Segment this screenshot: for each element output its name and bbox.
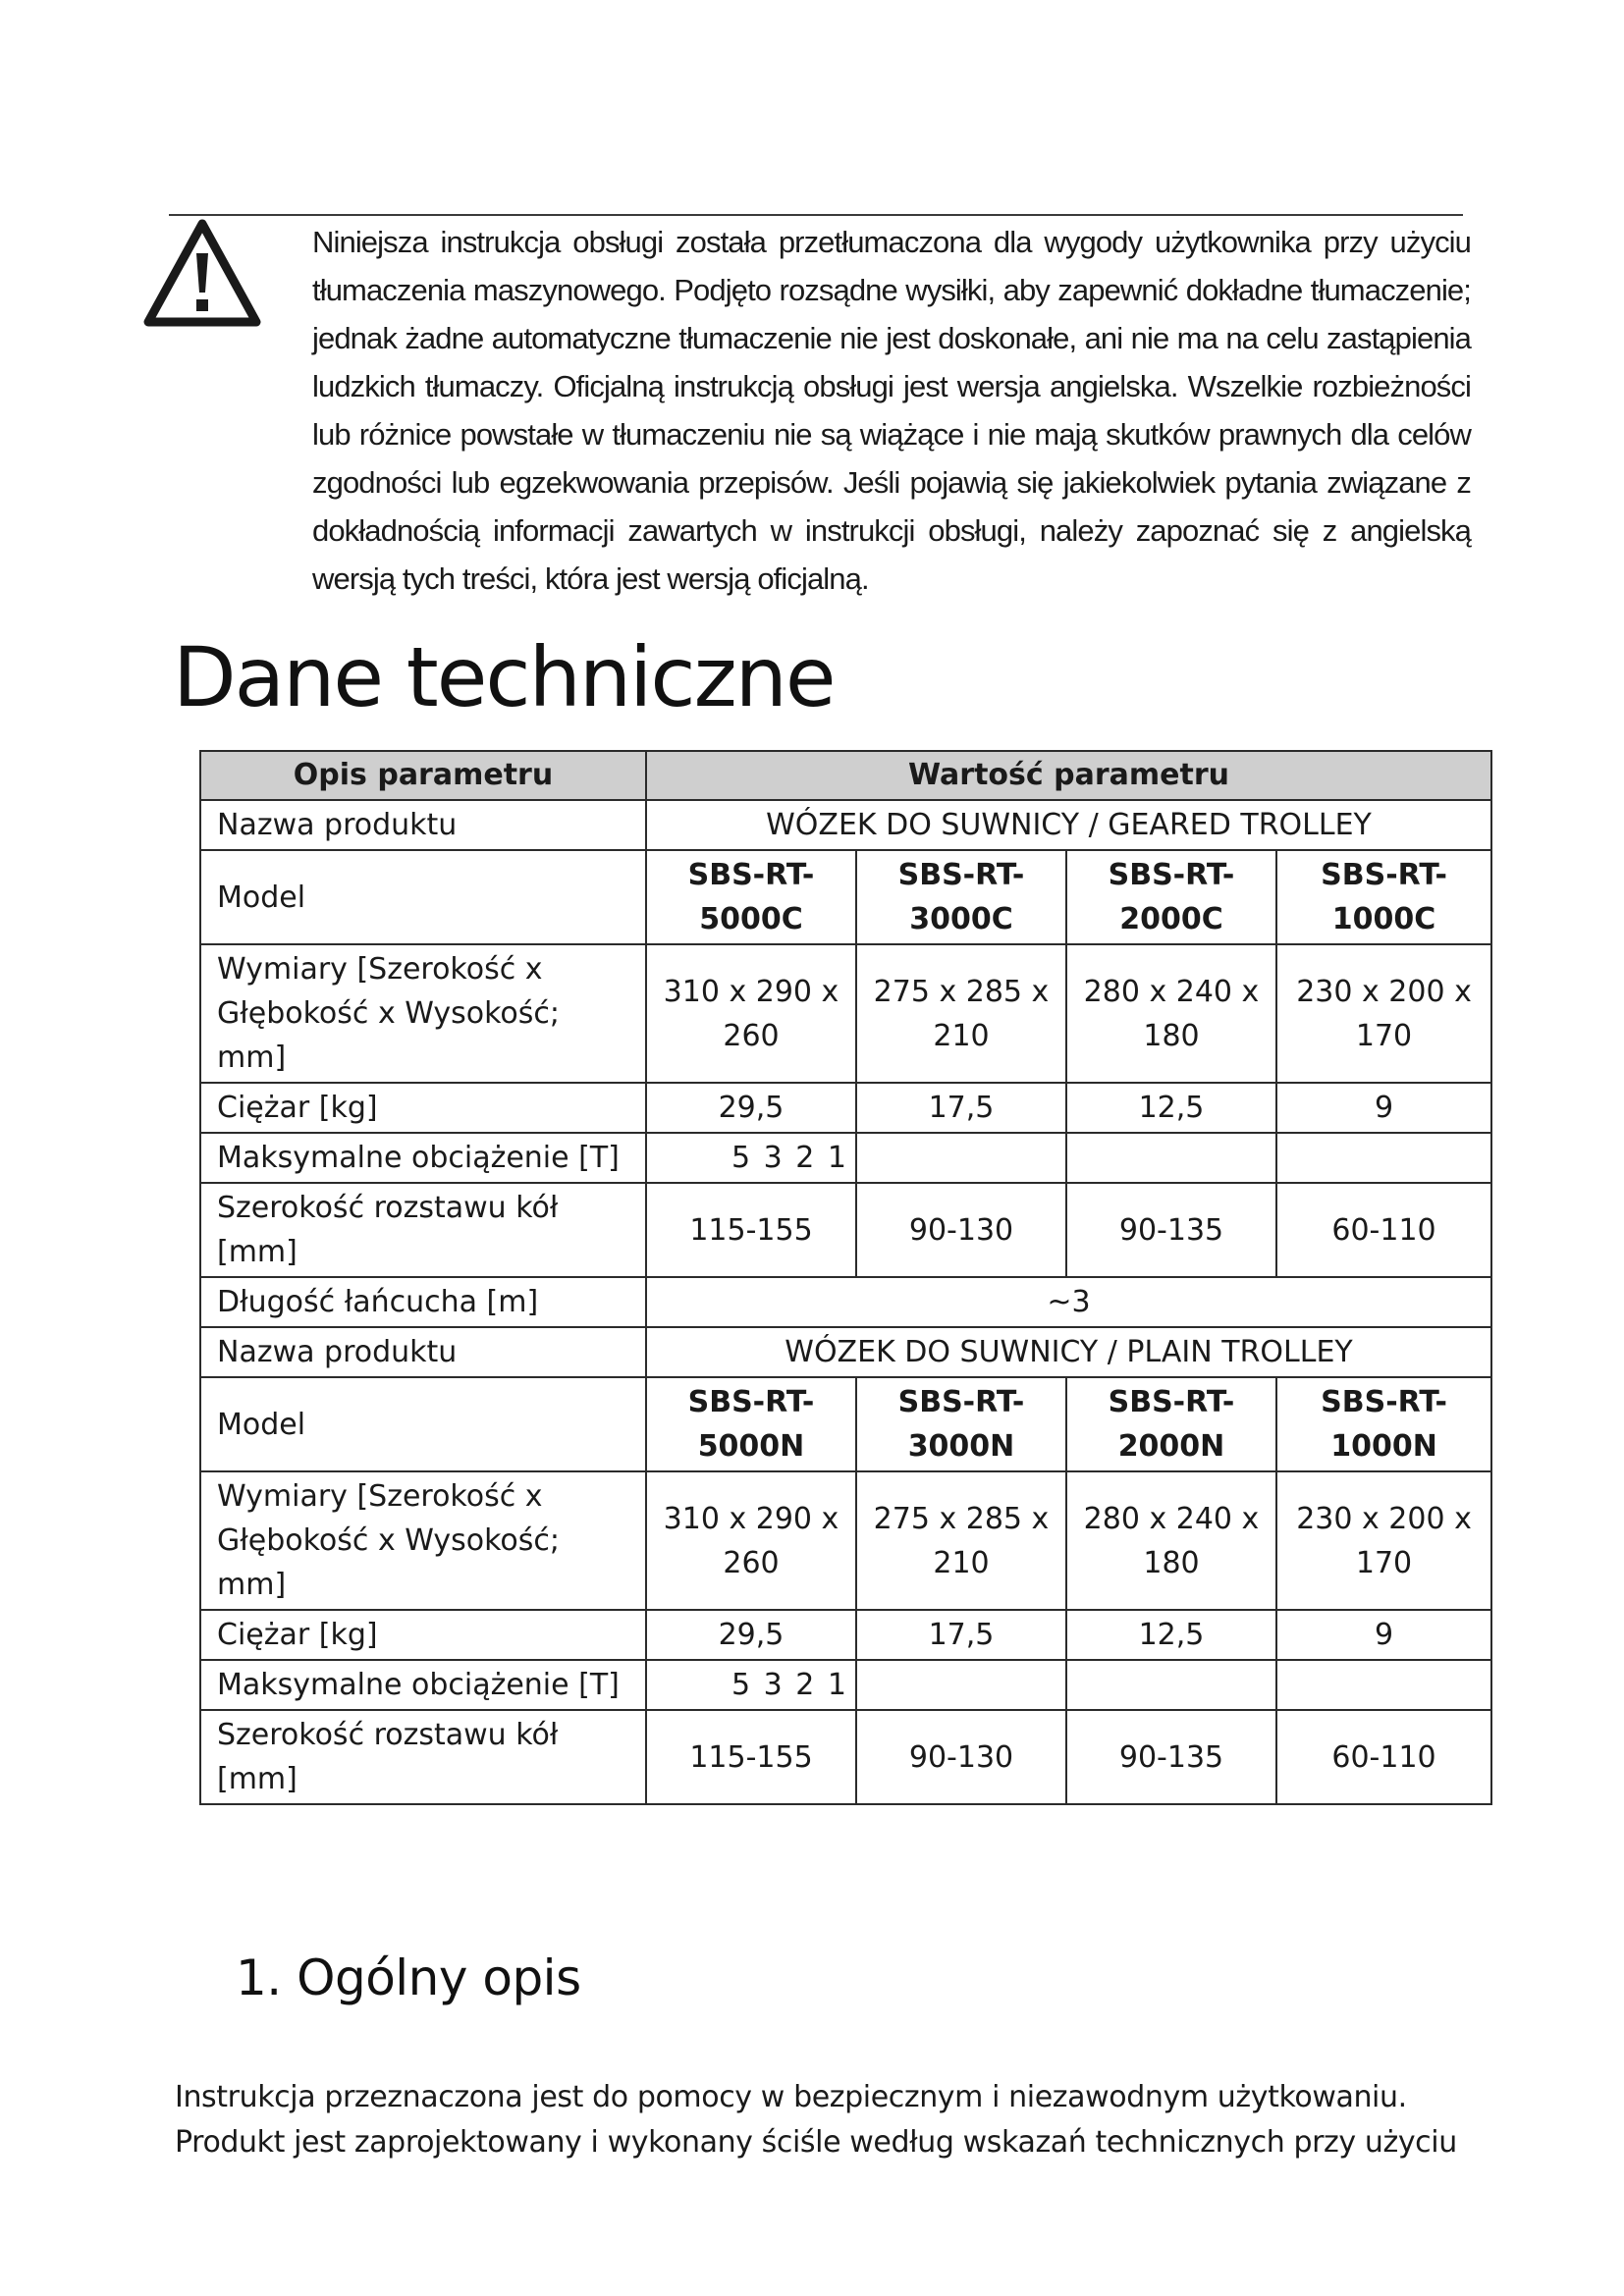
max-load-value: 5 3 2 1 (646, 1133, 856, 1183)
weight-cell: 9 (1276, 1083, 1491, 1133)
chain-length-label: Długość łańcucha [m] (200, 1277, 646, 1327)
wheel-spacing-label: Szerokość rozstawu kół [mm] (200, 1710, 646, 1804)
max-load-value: 5 3 2 1 (646, 1660, 856, 1710)
wheel-spacing-cell: 115-155 (646, 1710, 856, 1804)
header-description: Opis parametru (200, 751, 646, 800)
product-name-label: Nazwa produktu (200, 800, 646, 850)
table-row (200, 1083, 1491, 1133)
wheel-spacing-cell: 60-110 (1276, 1710, 1491, 1804)
dimensions-cell: 230 x 200 x 170 (1276, 1471, 1491, 1610)
wheel-spacing-cell: 90-130 (856, 1183, 1066, 1277)
section-title: 1. Ogólny opis (236, 1949, 581, 2006)
model-cell: SBS-RT-1000N (1276, 1377, 1491, 1471)
max-load-label: Maksymalne obciążenie [T] (200, 1133, 646, 1183)
table-row (200, 1133, 1491, 1183)
dimensions-cell: 310 x 290 x 260 (646, 1471, 856, 1610)
model-label: Model (200, 1377, 646, 1471)
table-row (200, 1610, 1491, 1660)
weight-cell: 17,5 (856, 1083, 1066, 1133)
wheel-spacing-cell: 90-135 (1066, 1710, 1276, 1804)
wheel-spacing-label: Szerokość rozstawu kół [mm] (200, 1183, 646, 1277)
dimensions-cell: 280 x 240 x 180 (1066, 944, 1276, 1083)
dimensions-cell: 230 x 200 x 170 (1276, 944, 1491, 1083)
table-row (200, 850, 1491, 944)
section-intro (175, 2075, 1510, 2165)
model-cell: SBS-RT-3000C (856, 850, 1066, 944)
model-cell: SBS-RT-3000N (856, 1377, 1066, 1471)
spec-table (199, 750, 1492, 1805)
weight-cell: 29,5 (646, 1610, 856, 1660)
dimensions-label: Wymiary [Szerokość x Głębokość x Wysokość; mm] (200, 1471, 646, 1610)
model-label: Model (200, 850, 646, 944)
weight-cell: 12,5 (1066, 1083, 1276, 1133)
page-title: Dane techniczne (173, 629, 835, 725)
table-header-row (200, 751, 1491, 800)
empty-cell (1066, 1660, 1276, 1710)
notice-top-rule (169, 214, 1463, 216)
empty-cell (1276, 1133, 1491, 1183)
product-name-value: WÓZEK DO SUWNICY / PLAIN TROLLEY (646, 1327, 1491, 1377)
weight-label: Ciężar [kg] (200, 1083, 646, 1133)
table-row (200, 1660, 1491, 1710)
table-row (200, 1277, 1491, 1327)
table-row (200, 800, 1491, 850)
translation-notice: Niniejsza instrukcja obsługi została przetłumaczona dla wygody użytkownika przy użyciu tłumaczenia maszynowego. Podjęto rozsądne wysiłki, aby zapewnić dokładne tłumaczenie; jednak żadne automatyczne tłumaczenie nie jest doskonałe, ani nie ma na celu zastąpienia ludzkich tłumaczy. Oficjalną instrukcją obsługi jest wersja angielska. Wszelkie rozbieżności lub różnice powstałe w tłumaczeniu nie są wiążące i nie mają skutków prawnych dla celów zgodności lub egzekwowania przepisów. Jeśli pojawią się jakiekolwiek pytania związane z dokładnością informacji zawartych w instrukcji obsługi, należy zapoznać się z angielską wersją tych treści, która jest wersją oficjalną. (312, 225, 1471, 596)
dimensions-cell: 310 x 290 x 260 (646, 944, 856, 1083)
dimensions-label: Wymiary [Szerokość x Głębokość x Wysokość; mm] (200, 944, 646, 1083)
max-load-label: Maksymalne obciążenie [T] (200, 1660, 646, 1710)
table-row (200, 1377, 1491, 1471)
weight-cell: 12,5 (1066, 1610, 1276, 1660)
empty-cell (856, 1133, 1066, 1183)
empty-cell (1276, 1660, 1491, 1710)
weight-cell: 17,5 (856, 1610, 1066, 1660)
empty-cell (856, 1660, 1066, 1710)
header-value: Wartość parametru (646, 751, 1491, 800)
table-row (200, 1183, 1491, 1277)
intro-line: Produkt jest zaprojektowany i wykonany ściśle według wskazań technicznych przy użyciu (175, 2125, 1457, 2160)
weight-cell: 9 (1276, 1610, 1491, 1660)
wheel-spacing-cell: 115-155 (646, 1183, 856, 1277)
dimensions-cell: 280 x 240 x 180 (1066, 1471, 1276, 1610)
product-name-value: WÓZEK DO SUWNICY / GEARED TROLLEY (646, 800, 1491, 850)
weight-label: Ciężar [kg] (200, 1610, 646, 1660)
empty-cell (1066, 1133, 1276, 1183)
table-row (200, 1471, 1491, 1610)
weight-cell: 29,5 (646, 1083, 856, 1133)
model-cell: SBS-RT-1000C (1276, 850, 1491, 944)
wheel-spacing-cell: 90-130 (856, 1710, 1066, 1804)
product-name-label: Nazwa produktu (200, 1327, 646, 1377)
chain-length-value: ~3 (646, 1277, 1491, 1327)
model-cell: SBS-RT-2000N (1066, 1377, 1276, 1471)
dimensions-cell: 275 x 285 x 210 (856, 1471, 1066, 1610)
warning-triangle-icon (142, 218, 262, 330)
intro-line: Instrukcja przeznaczona jest do pomocy w bezpiecznym i niezawodnym użytkowaniu. (175, 2080, 1407, 2114)
model-cell: SBS-RT-5000C (646, 850, 856, 944)
table-row (200, 1327, 1491, 1377)
table-row (200, 944, 1491, 1083)
wheel-spacing-cell: 60-110 (1276, 1183, 1491, 1277)
table-row (200, 1710, 1491, 1804)
wheel-spacing-cell: 90-135 (1066, 1183, 1276, 1277)
model-cell: SBS-RT-5000N (646, 1377, 856, 1471)
dimensions-cell: 275 x 285 x 210 (856, 944, 1066, 1083)
model-cell: SBS-RT-2000C (1066, 850, 1276, 944)
